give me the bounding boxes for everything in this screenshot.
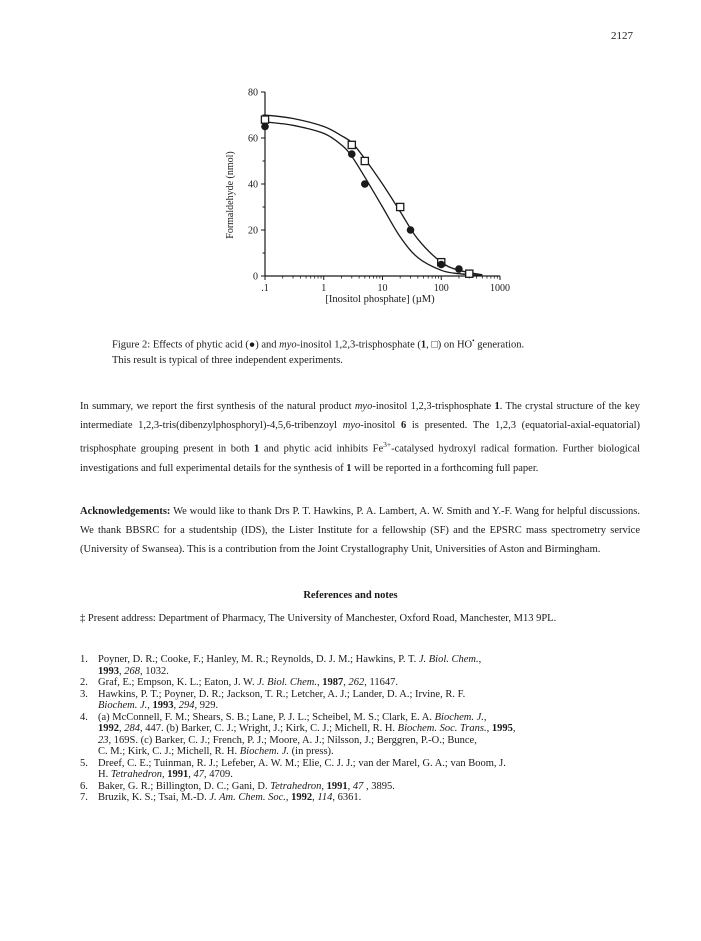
y-axis-label: Formaldehyde (nmol) xyxy=(225,151,236,239)
series-2-curve xyxy=(265,115,482,275)
reference-text: , xyxy=(321,780,327,792)
x-tick-label: .1 xyxy=(261,283,269,294)
filled-circle-point xyxy=(261,123,269,131)
reference-text: , 4709. xyxy=(204,769,233,780)
y-tick-label: 0 xyxy=(253,271,258,283)
summary-paragraph: In summary, we report the first synthesis of the natural product myo-inositol 1,2,3-trisphosphate 1. The crystal structure of the key intermediate 1,2,3-tris(dibenzylphosphoryl)-4,5,6-tribenzoyl myo-inositol 6 is presented. The 1,2,3 (equatorial-axial-equatorial) trisphosphate grouping present in both 1 and phytic acid inhibits $Fe^{3+}$-catalysed hydroxyl radical formation. Further biological investigations and full experimental details for the synthesis of 1 will be reported in a forthcoming full paper. xyxy=(80,401,641,474)
reference-text: 1992 xyxy=(291,792,313,803)
reference-item xyxy=(80,792,640,804)
reference-text: Poyner, D. R.; Cooke, F.; Hanley, M. R.; Reynolds, D. J. M.; Hawkins, P. T. xyxy=(98,654,419,665)
reference-text: Tetrahedron xyxy=(110,769,162,780)
reference-text: 294 xyxy=(178,700,195,711)
acknowledgements-text: We would like to thank Drs P. T. Hawkins, P. A. Lambert, A. W. Smith and Y.-F. Wang for helpful discussions. We thank BBSRC for a studentship (IDS), the Lister Institute for a fellowship (SF) and the EPSRC mass spectrometry service (University of Swansea). This is a contribution from the Joint Crystallography Unit, Universities of Aston and Birmingham. xyxy=(80,506,640,555)
filled-circle-point xyxy=(407,226,415,234)
reference-text: , xyxy=(486,723,492,734)
reference-text: (a) McConnell, F. M.; Shears, S. B.; Lane, P. J. L.; Scheibel, M. S.; Clark, E. A. xyxy=(98,711,435,723)
reference-number: 5. xyxy=(80,757,88,769)
filled-circle-icon: ● xyxy=(248,339,256,351)
reference-text: , xyxy=(347,780,353,792)
x-tick-label: 100 xyxy=(433,283,449,294)
reference-text: , 6361. xyxy=(332,792,362,803)
open-square-point xyxy=(348,141,355,148)
reference-text: , xyxy=(119,665,125,677)
reference-text: Biochem. J. xyxy=(434,711,484,723)
reference-text: 47 xyxy=(193,769,204,780)
reference-text: Baker, G. R.; Billington, D. C.; Gani, D. xyxy=(98,780,271,792)
reference-number: 6. xyxy=(80,780,88,792)
reference-text: , xyxy=(483,711,487,723)
reference-text: 1993 xyxy=(152,700,174,711)
reference-text: J. Am. Chem. Soc. xyxy=(209,792,286,803)
open-square-point xyxy=(466,270,473,277)
footnote-text: Present address: Department of Pharmacy, The University of Manchester, Oxford Road, Manchester, M13 9PL. xyxy=(85,613,557,624)
reference-text: 262 xyxy=(348,677,365,688)
chart-curves xyxy=(265,115,482,275)
acknowledgements-heading: Acknowledgements: xyxy=(80,506,171,517)
y-tick-label: 60 xyxy=(248,133,258,145)
reference-text: , xyxy=(173,700,179,711)
filled-circle-point xyxy=(437,261,445,269)
reference-text: J. Biol. Chem. xyxy=(257,677,318,688)
reference-text: Dreef, C. E.; Tuinman, R. J.; Lefeber, A. W. M.; Elie, C. J. J.; van der Marel, G. A.; van Boom, J. xyxy=(98,757,506,769)
reference-text: Biochem. J. xyxy=(98,700,148,711)
reference-text: , xyxy=(317,677,323,688)
filled-circle-point xyxy=(361,180,369,188)
reference-text: (in press). xyxy=(289,746,334,757)
reference-text: Bruzik, K. S.; Tsai, M.-D. xyxy=(98,792,210,803)
reference-number: 1. xyxy=(80,654,88,665)
reference-text: 1992 xyxy=(98,723,119,734)
x-axis-label: [Inositol phosphate] (µM) xyxy=(325,294,435,305)
chart-points xyxy=(261,116,473,277)
reference-text: , 3895. xyxy=(363,780,395,792)
reference-text: Graf, E.; Empson, K. L.; Eaton, J. W. xyxy=(98,677,258,688)
x-tick-label: 1 xyxy=(321,283,327,294)
x-tick-label: 1000 xyxy=(490,283,510,294)
open-square-point xyxy=(361,157,368,164)
reference-text: , 1032. xyxy=(140,665,169,677)
page-number: 2127 xyxy=(611,30,633,42)
filled-circle-point xyxy=(455,265,463,273)
open-square-icon: □ xyxy=(431,339,438,351)
acknowledgements-paragraph xyxy=(80,502,640,559)
reference-text: C. M.; Kirk, C. J.; Michell, R. H. xyxy=(98,746,240,757)
reference-text: 1987 xyxy=(322,677,344,688)
double-dagger-mark: ‡ xyxy=(80,613,86,624)
reference-item xyxy=(80,677,640,689)
reference-number: 2. xyxy=(80,677,88,688)
references-heading: References and notes xyxy=(303,590,398,601)
y-tick-label: 80 xyxy=(248,87,258,99)
reference-item xyxy=(80,689,640,712)
reference-text: , xyxy=(478,654,482,665)
reference-text: , xyxy=(188,769,194,780)
reference-text: 114 xyxy=(317,792,333,803)
reference-text: , xyxy=(162,769,168,780)
reference-item xyxy=(80,781,640,793)
y-tick-label: 20 xyxy=(248,225,258,237)
reference-text: 1993 xyxy=(98,665,119,677)
reference-text: H. xyxy=(98,769,111,780)
references-list xyxy=(80,654,640,804)
reference-text: 268 xyxy=(124,665,140,677)
reference-number: 4. xyxy=(80,711,88,723)
reference-text: 23 xyxy=(98,734,109,746)
open-square-point xyxy=(397,203,404,210)
reference-text: Biochem. Soc. Trans. xyxy=(397,723,487,734)
caption-line-2: This result is typical of three independent experiments. xyxy=(112,354,343,366)
reference-text: , xyxy=(512,723,516,734)
reference-text: J. Biol. Chem. xyxy=(418,654,479,665)
reference-text: , 11647. xyxy=(364,677,399,688)
chart-axes xyxy=(248,88,510,295)
x-tick-label: 10 xyxy=(377,283,388,294)
reference-text: Tetrahedron xyxy=(270,780,322,792)
reference-text: , 929. xyxy=(194,700,219,711)
reference-item xyxy=(80,712,640,758)
reference-text: 284 xyxy=(124,723,140,734)
reference-text: , xyxy=(119,723,125,734)
reference-text: , xyxy=(147,700,153,711)
figure-2-chart xyxy=(200,80,520,312)
reference-text: 1995 xyxy=(491,723,513,734)
footnote xyxy=(80,612,620,625)
series-1-curve xyxy=(265,122,482,275)
y-tick-label: 40 xyxy=(248,179,258,191)
figure-caption xyxy=(112,334,612,368)
reference-text: 1991 xyxy=(167,769,189,780)
reference-text: , 447. (b) Barker, C. J.; Wright, J.; Kirk, C. J.; Michell, R. H. xyxy=(140,723,398,734)
reference-item xyxy=(80,758,640,781)
reference-text: 1991 xyxy=(326,780,348,792)
reference-text: , 169S. (c) Barker, C. J.; French, P. J.; Moore, A. J.; Nilsson, J.; Berggren, P.-O.; Bunce, xyxy=(108,734,477,746)
reference-text: Hawkins, P. T.; Poyner, D. R.; Jackson, T. R.; Letcher, A. J.; Lander, D. A.; Irvine, R. F. xyxy=(98,688,466,700)
caption-line-1: Figure 2: Effects of phytic acid (●) and myo-inositol 1,2,3-trisphosphate (1, □) on HO• generation. xyxy=(112,337,525,351)
reference-number: 3. xyxy=(80,688,88,700)
reference-item xyxy=(80,654,640,677)
reference-text: , xyxy=(343,677,349,688)
reference-text: Biochem. J. xyxy=(239,746,290,757)
open-square-point xyxy=(261,116,268,123)
reference-text: , xyxy=(285,792,292,803)
reference-number: 7. xyxy=(80,792,88,803)
reference-text: , xyxy=(312,792,318,803)
reference-text: 47 xyxy=(352,780,364,792)
filled-circle-point xyxy=(348,150,356,158)
